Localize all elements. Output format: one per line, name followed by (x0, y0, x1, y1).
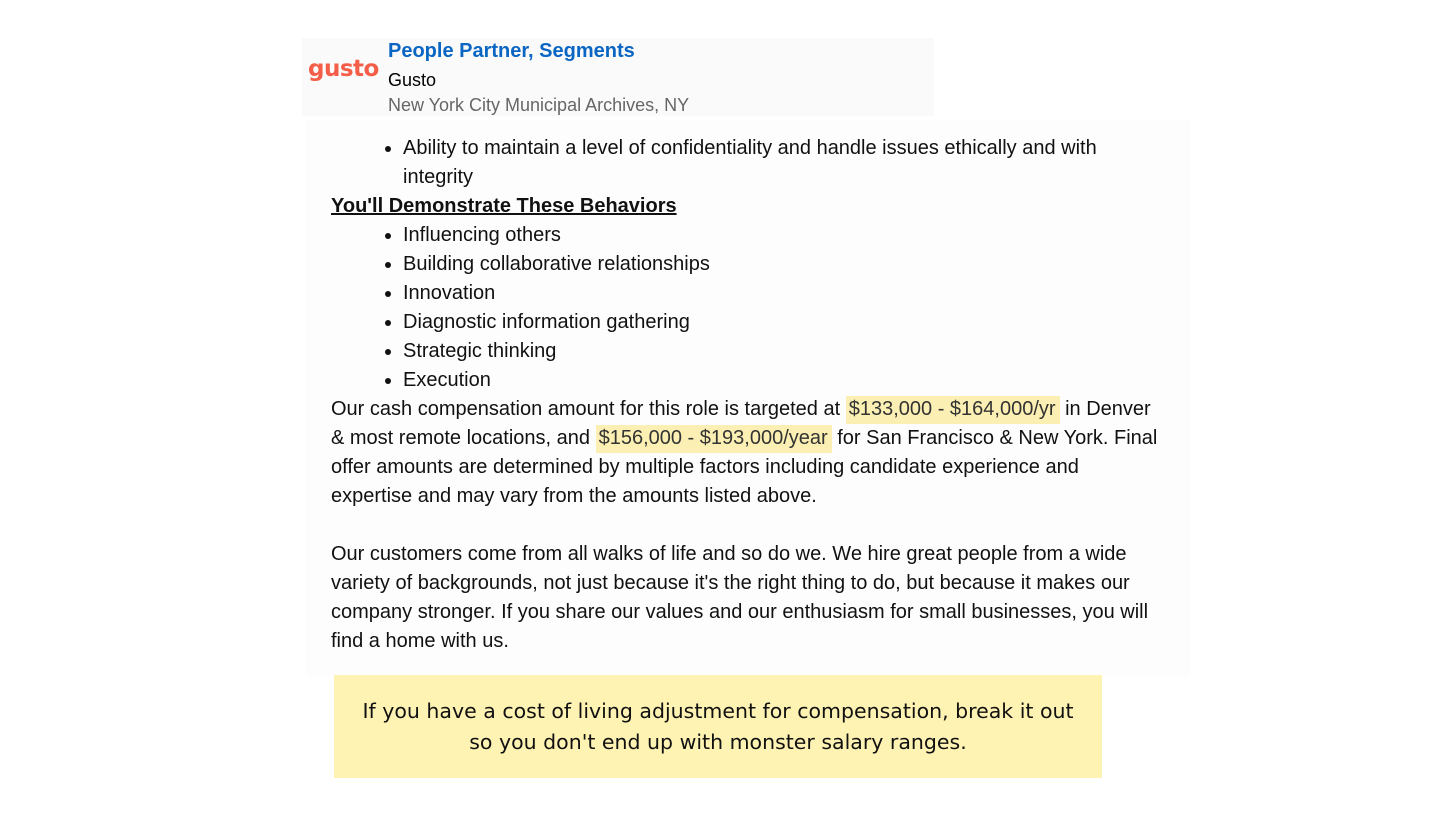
compensation-text-2: in Denver & most remote locations, and (331, 398, 1151, 449)
compensation-text-3: for San Francisco & New York. Final offer amounts are determined by multiple factors including candidate experience and expertise and may vary from the amounts listed above. (331, 427, 1158, 507)
list-item: • Building collaborative relationships (403, 250, 1161, 279)
job-title-link[interactable]: People Partner, Segments (388, 40, 635, 62)
job-description (331, 134, 1161, 656)
callout-box (334, 675, 1102, 778)
compensation-text-1: Our cash compensation amount for this role is targeted at (331, 398, 841, 420)
behaviors-heading: You'll Demonstrate These Behaviors (331, 195, 677, 217)
list-item: • Diagnostic information gathering (403, 308, 1161, 337)
paragraph-spacer (331, 511, 1161, 540)
gusto-logo[interactable] (308, 56, 379, 82)
callout-text: If you have a cost of living adjustment for compensation, break it out so you don't end up with monster salary ranges. (362, 698, 1074, 754)
company-name[interactable]: Gusto (388, 70, 437, 90)
list-item: • Innovation (403, 279, 1161, 308)
logo-text: gusto (308, 56, 379, 82)
compensation-paragraph (331, 395, 1161, 511)
list-item: • Influencing others (403, 221, 1161, 250)
job-location: New York City Municipal Archives, NY (388, 95, 690, 115)
job-header (302, 38, 934, 116)
customers-paragraph: Our customers come from all walks of life and so do we. We hire great people from a wide variety of backgrounds, not just because it's the right thing to do, but because it makes our company stronger. If you share our values and our enthusiasm for small businesses, you will find a home with us. (331, 543, 1149, 652)
behaviors-list (331, 221, 1161, 395)
list-item: • Strategic thinking (403, 337, 1161, 366)
qualifications-list (331, 134, 1161, 192)
list-item: • Execution (403, 366, 1161, 395)
salary-range-highlight-2: $156,000 - $193,000/year (596, 425, 832, 453)
list-item: • Ability to maintain a level of confidentiality and handle issues ethically and with integrity (403, 134, 1161, 192)
salary-range-highlight-1: $133,000 - $164,000/yr (846, 396, 1060, 424)
